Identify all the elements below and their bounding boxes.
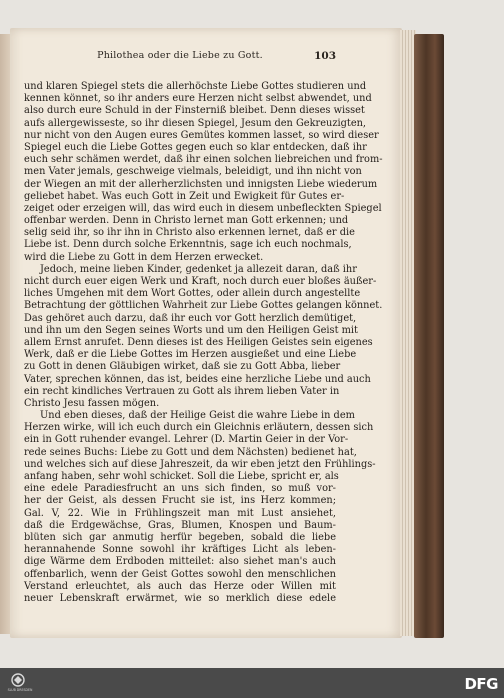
text-line: zu Gott in denen Gläubigen wirket, daß sie zu Gott Abba, lieber	[24, 361, 341, 373]
text-line: liches Umgehen mit dem Wort Gottes, oder allein durch angestellte	[24, 288, 361, 300]
text-line: blüten sich gar anmutig herfür begeben, sobald die liebe	[24, 531, 336, 543]
text-line: und klaren Spiegel stets die allerhöchste Liebe Gottes studieren und	[24, 81, 367, 92]
text-line: kennen könnet, so ihr anders eure Herzen nicht selbst abwendet, und	[24, 93, 372, 105]
text-line: also durch eure Schuld in der Finsterniß bleibet. Denn dieses wisset	[24, 105, 365, 117]
dfg-logo[interactable]: DFG	[464, 675, 498, 693]
text-line: geliebet habet. Was euch Gott in Zeit und Ewigkeit für Gutes er-	[24, 190, 345, 202]
text-line: daß die Erdgewächse, Gras, Blumen, Knospen und Baum-	[24, 519, 336, 531]
text-line: dige Wärme dem Erdboden mitteilet: also siehet man's auch	[24, 556, 336, 568]
text-line: offenbar werden. Denn in Christo lernet man Gott erkennen; und	[24, 215, 349, 227]
text-line: anfang haben, sehr wohl schicket. Soll die Liebe, spricht er, als	[24, 471, 339, 482]
text-line: Verstand erleuchtet, als auch das Herze oder Willen mit	[24, 580, 336, 592]
text-line: rede seines Buchs: Liebe zu Gott und dem Nächsten) bedienet hat,	[24, 446, 357, 458]
text-line: Und eben dieses, daß der Heilige Geist die wahre Liebe in dem	[40, 410, 355, 422]
text-line: allem Ernst anrufet. Denn dieses ist des Heiligen Geistes sein eigenes	[24, 336, 373, 348]
text-line: euch sehr schämen werdet, daß ihr einen solchen liebreichen und from-	[24, 154, 383, 166]
text-line: Spiegel euch die Liebe Gottes gegen euch so klar entdecken, daß ihr	[24, 141, 367, 153]
text-line: Jedoch, meine lieben Kinder, gedenket ja allezeit daran, daß ihr	[40, 263, 357, 275]
text-line: aufs allergewisseste, so ihr diesen Spiegel, Jesum den Gekreuzigten,	[24, 117, 367, 129]
text-line: ein in Gott ruhender evangel. Lehrer (D. Martin Geier in der Vor-	[24, 434, 349, 446]
text-line: neuer Lebenskraft erwärmet, wie so merklich diese edele	[24, 592, 336, 604]
text-line: Christo Jesu fassen mögen.	[24, 397, 160, 409]
text-line: wird die Liebe zu Gott in dem Herzen erwecket.	[24, 251, 264, 263]
text-line: nur nicht von den Augen eures Gemütes kommen lasset, so wird dieser	[24, 129, 379, 141]
text-line: Das gehöret auch darzu, daß ihr euch vor Gott herzlich demütiget,	[24, 312, 357, 324]
page-number: 103	[314, 50, 336, 62]
text-line: eine edele Paradiesfrucht an uns sich finden, so muß vor-	[24, 483, 336, 495]
text-line: her der Geist, als dessen Frucht sie ist, ins Herz kommen;	[24, 495, 336, 507]
viewer-footer-bar	[0, 668, 504, 698]
text-line: Herzen wirke, will ich euch durch ein Gleichnis erläutern, dessen sich	[24, 422, 374, 434]
text-line: Vater, sprechen können, das ist, beides eine herzliche Liebe und auch	[24, 373, 371, 385]
slub-logo-label: SLUB DRESDEN	[7, 688, 33, 692]
text-line: Betrachtung der göttlichen Wahrheit zur Liebe Gottes gelangen könnet.	[24, 300, 383, 312]
text-line: selig seid ihr, so ihr ihn in Christo also erkennen lernet, daß er die	[24, 227, 355, 239]
text-line: offenbarlich, wenn der Geist Gottes sowohl den menschlichen	[24, 568, 336, 580]
text-line: und ihn um den Segen seines Worts und um den Heiligen Geist mit	[24, 324, 358, 336]
text-line: ein recht kindliches Vertrauen zu Gott als ihrem lieben Vater in	[24, 385, 340, 397]
text-line: herannahende Sonne sowohl ihr kräftiges Licht als leben-	[24, 544, 336, 556]
text-line: Liebe ist. Denn durch solche Erkenntnis, sage ich euch nochmals,	[24, 239, 352, 251]
text-line: zeiget oder erzeigen will, das wird euch in diesem unbefleckten Spiegel	[24, 202, 382, 214]
text-line: nicht durch euer eigen Werk und Kraft, noch durch euer bloßes äußer-	[24, 276, 377, 287]
text-line: der Wiegen an mit der allerherzlichsten und innigsten Liebe wiederum	[24, 178, 378, 190]
text-line: und welches sich auf diese Jahreszeit, da wir eben jetzt den Frühlings-	[24, 458, 376, 470]
text-line: Werk, daß er die Liebe Gottes im Herzen ausgießet und eine Liebe	[24, 349, 357, 361]
book-cover	[414, 34, 444, 638]
running-head: Philothea oder die Liebe zu Gott.	[97, 50, 263, 61]
body-text	[24, 81, 383, 605]
text-line: men Vater jemals, geschweige vielmals, beleidigt, und ihn nicht von	[24, 166, 362, 178]
text-line: Gal. V, 22. Wie in Frühlingszeit man mit Lust ansiehet,	[24, 507, 336, 519]
